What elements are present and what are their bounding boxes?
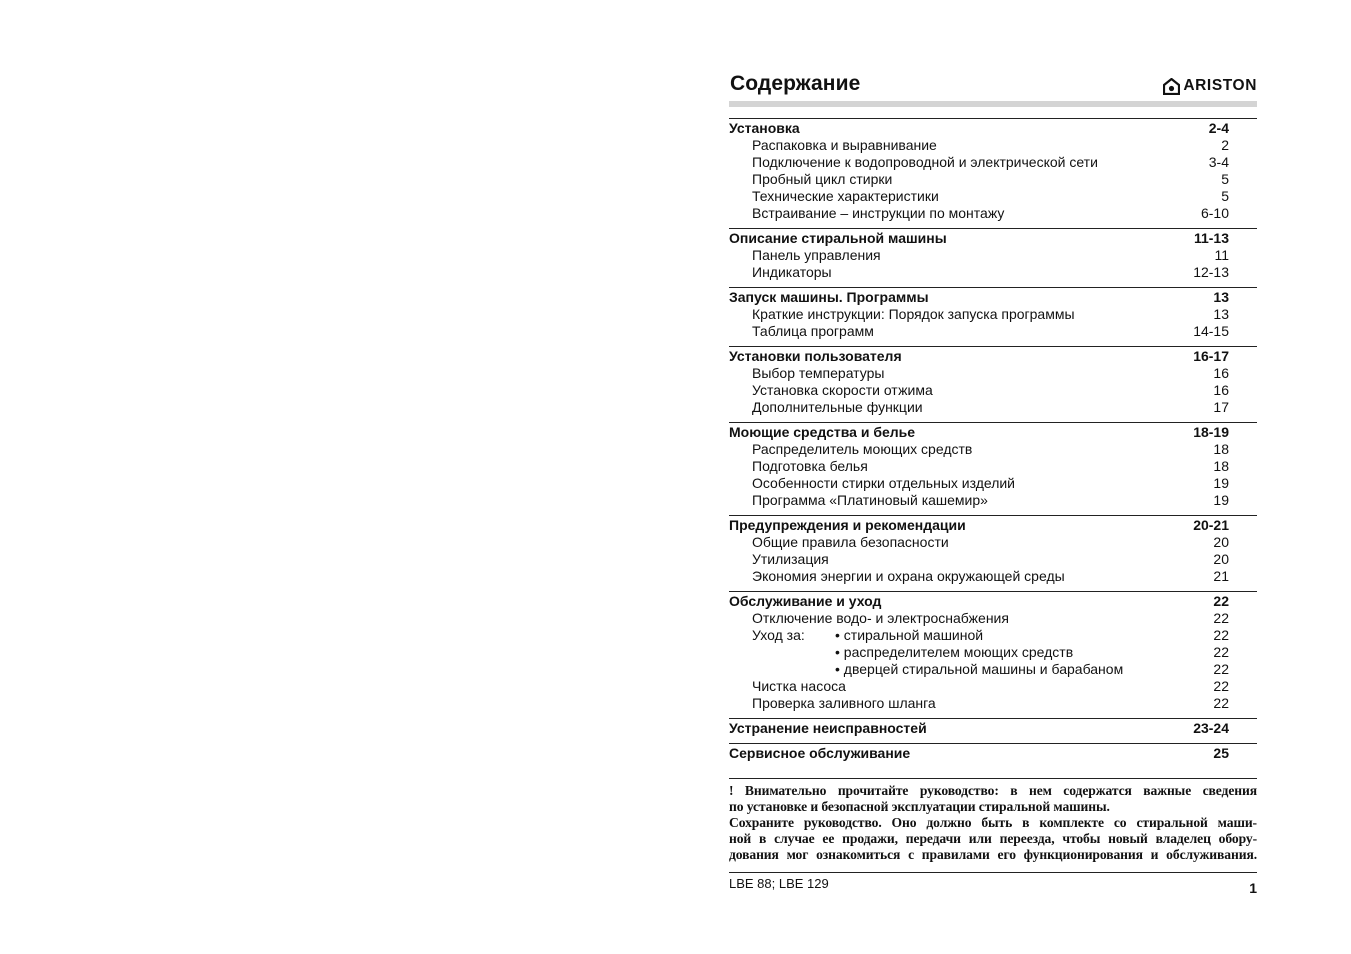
entry-pages: 22 — [1213, 695, 1229, 711]
toc-section — [729, 422, 1257, 511]
section-pages: 25 — [1213, 745, 1229, 761]
entry-title: Индикаторы — [752, 264, 832, 280]
toc-section-heading — [729, 120, 1257, 137]
entry-title: Особенности стирки отдельных изделий — [752, 475, 1015, 491]
section-title: Установка — [729, 120, 800, 136]
section-pages: 2-4 — [1208, 120, 1229, 136]
entry-title: Панель управления — [752, 247, 881, 263]
toc-entry — [729, 695, 1257, 712]
toc-section-heading — [729, 230, 1257, 247]
section-title: Моющие средства и белье — [729, 424, 916, 440]
entry-pages: 21 — [1213, 568, 1229, 584]
page-header — [729, 72, 1257, 100]
care-item: • распределителем моющих средств — [835, 644, 1074, 660]
table-of-contents — [729, 118, 1257, 764]
entry-pages: 12-13 — [1193, 264, 1229, 280]
toc-entry — [729, 264, 1257, 281]
warning-note — [729, 778, 1257, 863]
toc-entry — [729, 171, 1257, 188]
toc-section-heading — [729, 517, 1257, 534]
page-title: Содержание — [730, 72, 861, 95]
toc-entry — [729, 137, 1257, 154]
entry-title: Встраивание – инструкции по монтажу — [752, 205, 1005, 221]
entry-pages: 6-10 — [1200, 205, 1229, 221]
toc-entry — [729, 365, 1257, 382]
note-line: по установке и безопасной эксплуатации стиральной машины. — [729, 799, 1110, 814]
section-pages: 20-21 — [1193, 517, 1229, 533]
section-pages: 22 — [1213, 593, 1229, 609]
entry-title: Распределитель моющих средств — [752, 441, 973, 457]
entry-pages: 19 — [1213, 492, 1229, 508]
entry-title: Чистка насоса — [752, 678, 846, 694]
entry-pages: 22 — [1213, 661, 1229, 677]
toc-section — [729, 228, 1257, 283]
entry-title: Общие правила безопасности — [752, 534, 949, 550]
toc-entry — [729, 323, 1257, 340]
toc-entry — [729, 568, 1257, 585]
section-title: Сервисное обслуживание — [729, 745, 911, 761]
section-pages: 11-13 — [1193, 230, 1229, 246]
entry-title: Подготовка белья — [752, 458, 868, 474]
section-title: Описание стиральной машины — [729, 230, 947, 246]
section-pages: 16-17 — [1193, 348, 1229, 364]
toc-entry — [729, 661, 1257, 678]
care-item: • дверцей стиральной машины и барабаном — [835, 661, 1124, 677]
toc-entry — [729, 154, 1257, 171]
entry-title: Дополнительные функции — [752, 399, 923, 415]
toc-entry — [729, 205, 1257, 222]
note-line: ! Внимательно прочитайте руководство: в нем содержатся важные сведения — [729, 783, 1257, 798]
toc-entry — [729, 306, 1257, 323]
toc-section — [729, 287, 1257, 342]
toc-entry — [729, 441, 1257, 458]
toc-section-heading — [729, 348, 1257, 365]
note-line: дования мог ознакомиться с правилами его функционирования и обслуживания. — [729, 847, 1257, 862]
toc-entry — [729, 458, 1257, 475]
toc-entry — [729, 188, 1257, 205]
toc-entry — [729, 644, 1257, 661]
entry-pages: 5 — [1221, 188, 1229, 204]
header-underline — [729, 101, 1257, 107]
entry-title: Выбор температуры — [752, 365, 885, 381]
toc-section-heading — [729, 720, 1257, 737]
section-pages: 23-24 — [1193, 720, 1229, 736]
entry-title: Распаковка и выравнивание — [752, 137, 937, 153]
toc-section — [729, 743, 1257, 764]
toc-entry — [729, 627, 1257, 644]
entry-title: Краткие инструкции: Порядок запуска программы — [752, 306, 1075, 322]
entry-pages: 3-4 — [1208, 154, 1229, 170]
entry-pages: 19 — [1213, 475, 1229, 491]
care-label: Уход за: — [752, 627, 805, 643]
entry-pages: 11 — [1214, 247, 1229, 263]
entry-pages: 20 — [1213, 534, 1229, 550]
toc-entry — [729, 475, 1257, 492]
entry-pages: 16 — [1213, 382, 1229, 398]
entry-pages: 16 — [1213, 365, 1229, 381]
entry-pages: 17 — [1213, 399, 1229, 415]
toc-section-heading — [729, 745, 1257, 762]
toc-entry — [729, 492, 1257, 509]
entry-title: Экономия энергии и охрана окружающей среды — [752, 568, 1065, 584]
entry-title: Установка скорости отжима — [752, 382, 933, 398]
entry-pages: 22 — [1213, 627, 1229, 643]
entry-title: Проверка заливного шланга — [752, 695, 936, 711]
entry-title: Подключение к водопроводной и электрической сети — [752, 154, 1098, 170]
entry-title: Утилизация — [752, 551, 829, 567]
entry-pages: 20 — [1213, 551, 1229, 567]
entry-pages: 18 — [1213, 441, 1229, 457]
entry-pages: 18 — [1213, 458, 1229, 474]
note-line: ной в случае ее продажи, передачи или переезда, чтобы новый владелец обору- — [729, 831, 1257, 846]
toc-section — [729, 118, 1257, 224]
note-line: Сохраните руководство. Оно должно быть в комплекте со стиральной маши- — [729, 815, 1257, 830]
footer-rule — [729, 872, 1257, 873]
toc-section — [729, 718, 1257, 739]
toc-section-heading — [729, 289, 1257, 306]
entry-pages: 5 — [1221, 171, 1229, 187]
toc-section-heading — [729, 424, 1257, 441]
care-item: • стиральной машиной — [835, 627, 984, 643]
entry-title: Таблица программ — [752, 323, 874, 339]
toc-section — [729, 591, 1257, 714]
entry-title: Технические характеристики — [752, 188, 939, 204]
section-title: Запуск машины. Программы — [729, 289, 929, 305]
house-logo-icon — [1163, 78, 1180, 95]
entry-pages: 13 — [1213, 306, 1229, 322]
toc-entry — [729, 382, 1257, 399]
toc-entry — [729, 247, 1257, 264]
document-page — [729, 72, 1257, 896]
entry-title: Пробный цикл стирки — [752, 171, 893, 187]
section-title: Установки пользователя — [729, 348, 902, 364]
section-pages: 13 — [1213, 289, 1229, 305]
toc-entry — [729, 399, 1257, 416]
page-number: 1 — [1249, 880, 1257, 896]
toc-entry — [729, 678, 1257, 695]
entry-title: Отключение водо- и электроснабжения — [752, 610, 1009, 626]
toc-entry — [729, 610, 1257, 627]
entry-pages: 22 — [1213, 610, 1229, 626]
model-number: LBE 88; LBE 129 — [729, 876, 829, 891]
brand-logo — [1163, 77, 1257, 95]
brand-name: ARISTON — [1183, 77, 1257, 94]
toc-section — [729, 515, 1257, 587]
entry-pages: 14-15 — [1193, 323, 1229, 339]
section-title: Предупреждения и рекомендации — [729, 517, 966, 533]
toc-entry — [729, 534, 1257, 551]
section-title: Обслуживание и уход — [729, 593, 882, 609]
section-title: Устранение неисправностей — [729, 720, 927, 736]
toc-section-heading — [729, 593, 1257, 610]
entry-title: Программа «Платиновый кашемир» — [752, 492, 988, 508]
entry-pages: 22 — [1213, 678, 1229, 694]
entry-pages: 22 — [1213, 644, 1229, 660]
toc-section — [729, 346, 1257, 418]
section-pages: 18-19 — [1193, 424, 1229, 440]
toc-entry — [729, 551, 1257, 568]
entry-pages: 2 — [1221, 137, 1229, 153]
